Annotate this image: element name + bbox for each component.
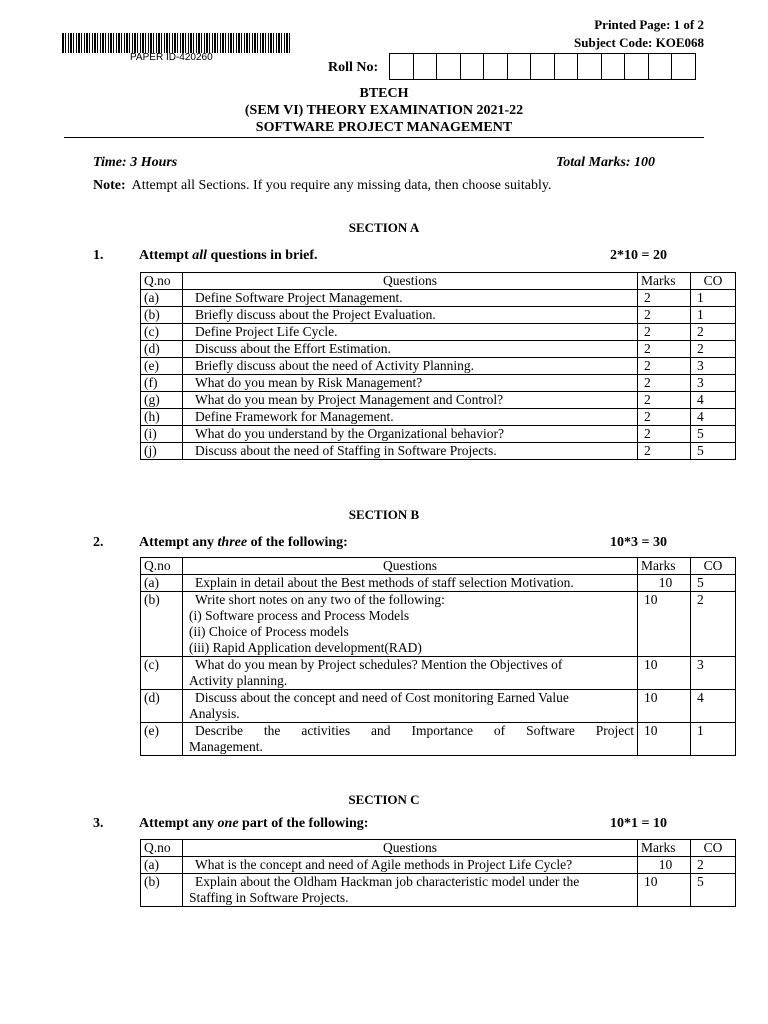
table-header: Q.no Questions Marks CO xyxy=(141,273,736,290)
table-row: (a) Explain in detail about the Best methods of staff selection Motivation. 10 5 xyxy=(141,575,736,592)
section-c-marks: 10*1 = 10 xyxy=(610,816,667,831)
subject-code: Subject Code: KOE068 xyxy=(574,35,704,50)
table-row: (e) Describe the activities and Importance of Software Project Management. 10 1 xyxy=(141,723,736,756)
section-a-table xyxy=(140,272,736,460)
exam-title: (SEM VI) THEORY EXAMINATION 2021-22 xyxy=(244,103,524,118)
table-row: (a) What is the concept and need of Agile methods in Project Life Cycle? 10 2 xyxy=(141,857,736,874)
time-label: Time: 3 Hours xyxy=(93,155,178,170)
paper-id: PAPER ID-420260 xyxy=(130,52,213,63)
roll-no-label: Roll No: xyxy=(328,60,379,75)
table-header: Q.no Questions Marks CO xyxy=(141,558,736,575)
section-b-instruction: Attempt any three of the following: xyxy=(139,535,348,550)
table-row: (g) What do you mean by Project Management and Control? 2 4 xyxy=(141,392,736,409)
section-b-table xyxy=(140,557,736,756)
note xyxy=(93,178,551,194)
section-c-table xyxy=(140,839,736,907)
roll-no-boxes[interactable] xyxy=(389,53,696,80)
section-a-marks: 2*10 = 20 xyxy=(610,248,667,263)
subject-title: SOFTWARE PROJECT MANAGEMENT xyxy=(255,120,513,135)
total-marks: Total Marks: 100 xyxy=(556,155,656,170)
table-row: (f) What do you mean by Risk Management? 2 3 xyxy=(141,375,736,392)
section-b-title: SECTION B xyxy=(348,507,420,522)
barcode xyxy=(62,33,290,53)
section-a-title: SECTION A xyxy=(348,220,420,235)
table-row: (i) What do you understand by the Organizational behavior? 2 5 xyxy=(141,426,736,443)
printed-page: Printed Page: 1 of 2 xyxy=(594,17,704,32)
table-row: (b) Briefly discuss about the Project Evaluation. 2 1 xyxy=(141,307,736,324)
section-a-number: 1. xyxy=(93,248,104,263)
table-row: (h) Define Framework for Management. 2 4 xyxy=(141,409,736,426)
table-row: (c) Define Project Life Cycle. 2 2 xyxy=(141,324,736,341)
note-label: Note: xyxy=(93,178,126,193)
table-header: Q.no Questions Marks CO xyxy=(141,840,736,857)
header-rule xyxy=(64,137,704,138)
note-text: Attempt all Sections. If you require any missing data, then choose suitably. xyxy=(131,178,552,193)
table-row: (b) Explain about the Oldham Hackman job characteristic model under the Staffing in Software Projects. 10 5 xyxy=(141,874,736,907)
table-row: (b) Write short notes on any two of the following: (i) Software process and Process Models (ii) Choice of Process models (iii) Rapid Application development(RAD) 10 2 xyxy=(141,592,736,657)
section-c-title: SECTION C xyxy=(348,792,420,807)
program-title: BTECH xyxy=(359,86,409,101)
table-row: (c) What do you mean by Project schedules? Mention the Objectives of Activity planning. 10 3 xyxy=(141,657,736,690)
table-row: (a) Define Software Project Management. 2 1 xyxy=(141,290,736,307)
section-c-instruction: Attempt any one part of the following: xyxy=(139,816,369,831)
table-row: (j) Discuss about the need of Staffing in Software Projects. 2 5 xyxy=(141,443,736,460)
table-row: (d) Discuss about the Effort Estimation. 2 2 xyxy=(141,341,736,358)
section-a-instruction: Attempt all questions in brief. xyxy=(139,248,318,263)
table-row: (d) Discuss about the concept and need of Cost monitoring Earned Value Analysis. 10 4 xyxy=(141,690,736,723)
table-row: (e) Briefly discuss about the need of Activity Planning. 2 3 xyxy=(141,358,736,375)
section-b-marks: 10*3 = 30 xyxy=(610,535,667,550)
section-c-number: 3. xyxy=(93,816,104,831)
section-b-number: 2. xyxy=(93,535,104,550)
